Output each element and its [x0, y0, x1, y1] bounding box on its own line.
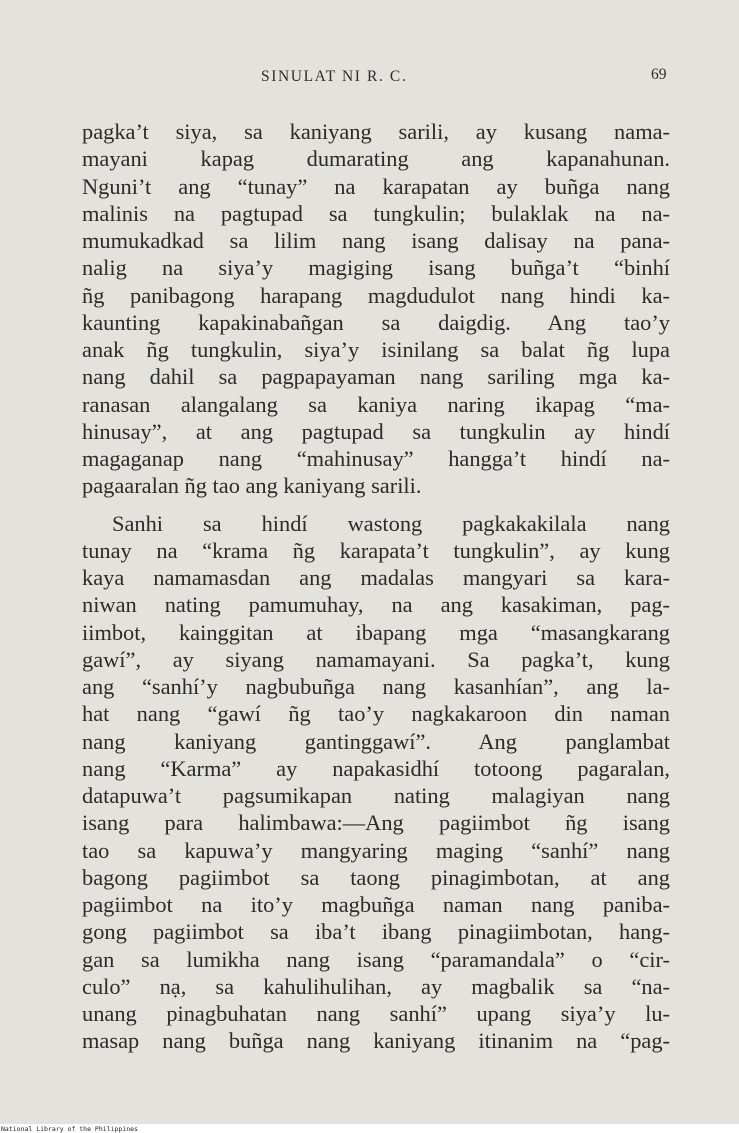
- text-line: datapuwa’t pagsumikapan nating malagiyan nang: [82, 783, 670, 808]
- text-line: Nguni’t ang “tunay” na karapatan ay buñga nang: [82, 173, 670, 199]
- text-line: niwan nating pamumuhay, na ang kasakiman, pag-: [82, 592, 670, 618]
- text-line: malinis na pagtupad sa tungkulin; bulaklak na na-: [82, 200, 670, 226]
- page-header: [0, 64, 739, 88]
- text-line: tunay na “krama ñg karapata’t tungkulin”, ay kung: [82, 537, 670, 563]
- text-line: hinusay”, at ang pagtupad sa tungkulin ay hindí: [82, 418, 670, 444]
- text-line: nalig na siya’y magiging isang buñga’t “binhí: [82, 255, 670, 281]
- text-line: ranasan alangalang sa kaniya naring ikapag “ma-: [82, 391, 670, 417]
- paragraph-gap: [82, 500, 670, 510]
- running-head: SINULAT NI R. C.: [261, 68, 408, 85]
- text-line: ang “sanhí’y nagbubuñga nang kasanhían”, ang la-: [82, 674, 670, 699]
- text-line: pagka’t siya, sa kaniyang sarili, ay kusang nama-: [82, 119, 670, 144]
- text-line: anak ñg tungkulin, siya’y isinilang sa balat ñg lupa: [82, 337, 670, 362]
- text-line: iimbot, kainggitan at ibapang mga “masangkarang: [82, 619, 670, 645]
- text-line: Sanhi sa hindí wastong pagkakakilala nang: [112, 510, 670, 536]
- text-line: culo” nạ, sa kahulihulihan, ay magbalik sa “na-: [82, 973, 670, 999]
- text-line: gawí”, ay siyang namamayani. Sa pagka’t, kung: [82, 646, 670, 672]
- text-line: hat nang “gawí ñg tao’y nagkakaroon din naman: [82, 701, 670, 727]
- text-line: gan sa lumikha nang isang “paramandala” o “cir-: [82, 946, 670, 972]
- text-line: magaganap nang “mahinusay” hangga’t hindí na-: [82, 446, 670, 471]
- text-line: nang dahil sa pagpapayaman nang sariling mga ka-: [82, 364, 670, 390]
- text-line: masap nang buñga nang kaniyang itinanim na “pag-: [82, 1028, 670, 1054]
- paragraph-1: [82, 118, 670, 500]
- text-line: ñg panibagong harapang magdudulot nang hindi ka-: [82, 282, 670, 308]
- text-line: bagong pagiimbot sa taong pinagimbotan, at ang: [82, 864, 670, 890]
- body-text: [82, 118, 670, 1055]
- paragraph-2: [82, 510, 670, 1055]
- library-credit: National Library of the Philippines: [1, 1125, 138, 1133]
- text-line: kaunting kapakinabañgan sa daigdig. Ang tao’y: [82, 309, 670, 335]
- page-number: 69: [651, 66, 667, 83]
- text-line: tao sa kapuwa’y mangyaring maging “sanhí” nang: [82, 837, 670, 863]
- text-line: mumukadkad sa lilim nang isang dalisay na pana-: [82, 228, 670, 253]
- text-line: isang para halimbawa:—Ang pagiimbot ñg isang: [82, 810, 670, 836]
- text-line: nang “Karma” ay napakasidhí totoong pagaralan,: [82, 755, 670, 781]
- text-line: nang kaniyang gantinggawí”. Ang panglambat: [82, 728, 670, 754]
- text-line: unang pinagbuhatan nang sanhí” upang siya’y lu-: [82, 1001, 670, 1026]
- text-line: kaya namamasdan ang madalas mangyari sa kara-: [82, 565, 670, 590]
- text-line: pagaaralan ñg tao ang kaniyang sarili.: [82, 473, 422, 499]
- text-line: gong pagiimbot sa iba’t ibang pinagiimbotan, hang-: [82, 919, 670, 945]
- text-line: mayani kapag dumarating ang kapanahunan.: [82, 146, 670, 172]
- text-line: pagiimbot na ito’y magbuñga naman nang paniba-: [82, 892, 670, 917]
